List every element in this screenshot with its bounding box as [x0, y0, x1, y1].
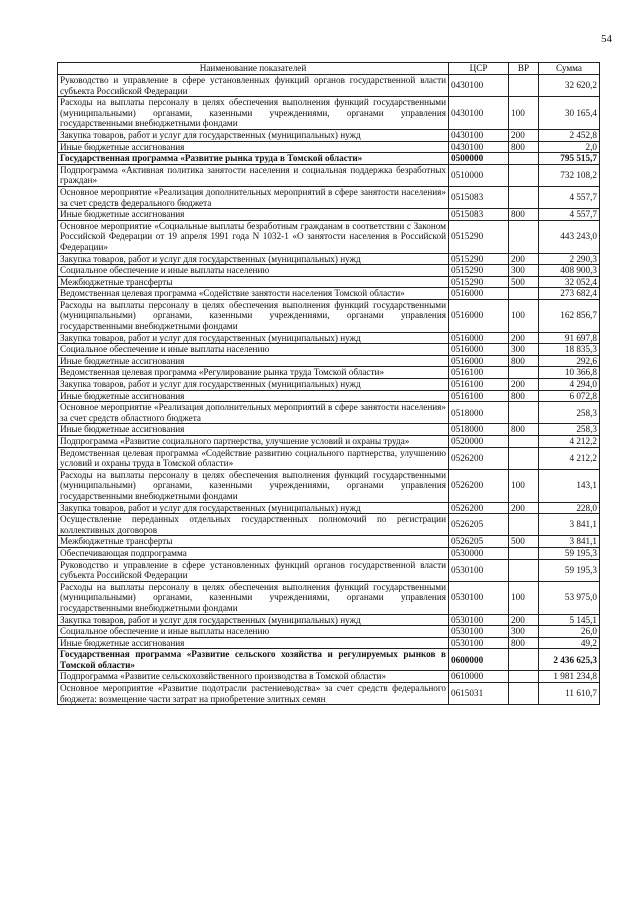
row-name-cell: Расходы на выплаты персоналу в целях обеспечения выполнения функций государственными (муниципальными) органами, казенными учреждениями, органами управления государственными внебюджетными фондами — [58, 469, 449, 502]
row-vr-cell — [509, 186, 539, 208]
table-row — [58, 502, 600, 514]
row-name-cell: Расходы на выплаты персоналу в целях обеспечения выполнения функций государственными (муниципальными) органами, казенными учреждениями, органами управления государственными внебюджетными фондами — [58, 581, 449, 614]
table-row — [58, 402, 600, 424]
row-csr-cell: 0430100 — [449, 97, 509, 130]
table-row — [58, 469, 600, 502]
row-vr-cell — [509, 436, 539, 448]
row-name-cell: Руководство и управление в сфере установленных функций органов государственной власти субъекта Российской Федерации — [58, 75, 449, 97]
row-vr-cell: 800 — [509, 141, 539, 153]
row-name-cell: Закупка товаров, работ и услуг для государственных (муниципальных) нужд — [58, 502, 449, 514]
row-vr-cell: 800 — [509, 355, 539, 367]
row-vr-cell — [509, 153, 539, 165]
row-vr-cell: 300 — [509, 265, 539, 277]
row-vr-cell: 200 — [509, 332, 539, 344]
row-vr-cell — [509, 649, 539, 671]
row-sum-cell: 795 515,7 — [539, 153, 600, 165]
row-name-cell: Иные бюджетные ассигнования — [58, 637, 449, 649]
row-name-cell: Закупка товаров, работ и услуг для государственных (муниципальных) нужд — [58, 253, 449, 265]
row-name-cell: Закупка товаров, работ и услуг для государственных (муниципальных) нужд — [58, 332, 449, 344]
row-vr-cell: 100 — [509, 299, 539, 332]
row-sum-cell: 2 436 625,3 — [539, 649, 600, 671]
row-csr-cell: 0516100 — [449, 379, 509, 391]
table-row — [58, 436, 600, 448]
row-csr-cell: 0500000 — [449, 153, 509, 165]
row-csr-cell: 0516100 — [449, 390, 509, 402]
row-vr-cell: 100 — [509, 581, 539, 614]
row-name-cell: Социальное обеспечение и иные выплаты населению — [58, 265, 449, 277]
row-vr-cell — [509, 402, 539, 424]
row-sum-cell: 10 366,8 — [539, 367, 600, 379]
row-csr-cell: 0530000 — [449, 547, 509, 559]
row-sum-cell: 3 841,1 — [539, 536, 600, 548]
row-csr-cell: 0526205 — [449, 514, 509, 536]
row-vr-cell — [509, 75, 539, 97]
row-name-cell: Государственная программа «Развитие рынка труда в Томской области» — [58, 153, 449, 165]
table-row — [58, 649, 600, 671]
row-sum-cell: 49,2 — [539, 637, 600, 649]
row-vr-cell: 200 — [509, 379, 539, 391]
table-row — [58, 536, 600, 548]
table-row — [58, 581, 600, 614]
table-row — [58, 186, 600, 208]
table-header-row — [58, 63, 600, 75]
row-sum-cell: 3 841,1 — [539, 514, 600, 536]
row-vr-cell: 200 — [509, 129, 539, 141]
row-vr-cell — [509, 164, 539, 186]
row-name-cell: Закупка товаров, работ и услуг для государственных (муниципальных) нужд — [58, 614, 449, 626]
row-name-cell: Межбюджетные трансферты — [58, 276, 449, 288]
row-vr-cell — [509, 514, 539, 536]
table-row — [58, 220, 600, 253]
row-name-cell: Основное мероприятие «Социальные выплаты безработным гражданам в соответствии с Законом Российской Федерации от 19 апреля 1991 года N 1032-1 «О занятости населения в Российской Федерации» — [58, 220, 449, 253]
row-name-cell: Обеспечивающая подпрограмма — [58, 547, 449, 559]
header-name: Наименование показателей — [58, 63, 449, 75]
table-row — [58, 332, 600, 344]
row-vr-cell: 300 — [509, 344, 539, 356]
row-name-cell: Осуществление переданных отдельных государственных полномочий по регистрации коллективных договоров — [58, 514, 449, 536]
row-sum-cell: 292,6 — [539, 355, 600, 367]
table-row — [58, 379, 600, 391]
row-vr-cell — [509, 447, 539, 469]
row-csr-cell: 0610000 — [449, 671, 509, 683]
row-csr-cell: 0515290 — [449, 265, 509, 277]
row-name-cell: Государственная программа «Развитие сельского хозяйства и регулируемых рынков в Томской области» — [58, 649, 449, 671]
row-sum-cell: 11 610,7 — [539, 683, 600, 705]
row-csr-cell: 0516000 — [449, 332, 509, 344]
row-vr-cell: 100 — [509, 97, 539, 130]
table-row — [58, 265, 600, 277]
row-sum-cell: 732 108,2 — [539, 164, 600, 186]
row-sum-cell: 258,3 — [539, 402, 600, 424]
row-csr-cell: 0518000 — [449, 402, 509, 424]
row-vr-cell — [509, 288, 539, 300]
row-name-cell: Основное мероприятие «Реализация дополнительных мероприятий в сфере занятости населения» за счет средств областного бюджета — [58, 402, 449, 424]
row-sum-cell: 5 145,1 — [539, 614, 600, 626]
page-number: 54 — [601, 33, 612, 45]
table-row — [58, 447, 600, 469]
row-sum-cell: 4 212,2 — [539, 447, 600, 469]
table-row — [58, 153, 600, 165]
row-csr-cell: 0515290 — [449, 220, 509, 253]
row-name-cell: Иные бюджетные ассигнования — [58, 209, 449, 221]
table-row — [58, 141, 600, 153]
row-csr-cell: 0530100 — [449, 581, 509, 614]
row-sum-cell: 53 975,0 — [539, 581, 600, 614]
row-sum-cell: 32 620,2 — [539, 75, 600, 97]
header-vr: ВР — [509, 63, 539, 75]
row-sum-cell: 91 697,8 — [539, 332, 600, 344]
table-row — [58, 637, 600, 649]
table-row — [58, 164, 600, 186]
row-name-cell: Иные бюджетные ассигнования — [58, 355, 449, 367]
row-sum-cell: 443 243,0 — [539, 220, 600, 253]
row-sum-cell: 2 452,8 — [539, 129, 600, 141]
row-name-cell: Социальное обеспечение и иные выплаты населению — [58, 626, 449, 638]
row-csr-cell: 0430100 — [449, 75, 509, 97]
row-csr-cell: 0516000 — [449, 344, 509, 356]
row-name-cell: Подпрограмма «Развитие сельскохозяйственного производства в Томской области» — [58, 671, 449, 683]
row-vr-cell: 300 — [509, 626, 539, 638]
row-csr-cell: 0526200 — [449, 502, 509, 514]
row-csr-cell: 0615031 — [449, 683, 509, 705]
table-row — [58, 355, 600, 367]
table-row — [58, 129, 600, 141]
row-name-cell: Иные бюджетные ассигнования — [58, 390, 449, 402]
table-row — [58, 276, 600, 288]
row-csr-cell: 0600000 — [449, 649, 509, 671]
row-vr-cell — [509, 547, 539, 559]
row-name-cell: Основное мероприятие «Реализация дополнительных мероприятий в сфере занятости населения» за счет средств федерального бюджета — [58, 186, 449, 208]
row-name-cell: Межбюджетные трансферты — [58, 536, 449, 548]
row-csr-cell: 0530100 — [449, 559, 509, 581]
row-csr-cell: 0510000 — [449, 164, 509, 186]
row-sum-cell: 273 682,4 — [539, 288, 600, 300]
row-sum-cell: 2,0 — [539, 141, 600, 153]
row-sum-cell: 4 557,7 — [539, 186, 600, 208]
table-row — [58, 614, 600, 626]
row-sum-cell: 59 195,3 — [539, 559, 600, 581]
row-sum-cell: 4 294,0 — [539, 379, 600, 391]
row-name-cell: Подпрограмма «Активная политика занятости населения и социальная поддержка безработных граждан» — [58, 164, 449, 186]
row-csr-cell: 0515083 — [449, 209, 509, 221]
row-sum-cell: 6 072,8 — [539, 390, 600, 402]
row-vr-cell: 800 — [509, 424, 539, 436]
row-vr-cell: 800 — [509, 209, 539, 221]
row-csr-cell: 0430100 — [449, 141, 509, 153]
row-name-cell: Расходы на выплаты персоналу в целях обеспечения выполнения функций государственными (муниципальными) органами, казенными учреждениями, органами управления государственными внебюджетными фондами — [58, 97, 449, 130]
row-name-cell: Ведомственная целевая программа «Регулирование рынка труда Томской области» — [58, 367, 449, 379]
table-row — [58, 75, 600, 97]
table-row — [58, 559, 600, 581]
budget-table — [57, 62, 600, 705]
table-row — [58, 390, 600, 402]
row-sum-cell: 32 052,4 — [539, 276, 600, 288]
row-csr-cell: 0530100 — [449, 614, 509, 626]
row-csr-cell: 0526200 — [449, 447, 509, 469]
table-row — [58, 367, 600, 379]
row-csr-cell: 0516100 — [449, 367, 509, 379]
row-csr-cell: 0516000 — [449, 355, 509, 367]
row-sum-cell: 228,0 — [539, 502, 600, 514]
table-row — [58, 253, 600, 265]
row-vr-cell: 100 — [509, 469, 539, 502]
table-row — [58, 424, 600, 436]
row-vr-cell — [509, 671, 539, 683]
row-name-cell: Руководство и управление в сфере установленных функций органов государственной власти субъекта Российской Федерации — [58, 559, 449, 581]
row-vr-cell: 800 — [509, 637, 539, 649]
row-vr-cell — [509, 683, 539, 705]
row-name-cell: Закупка товаров, работ и услуг для государственных (муниципальных) нужд — [58, 129, 449, 141]
table-row — [58, 514, 600, 536]
row-sum-cell: 30 165,4 — [539, 97, 600, 130]
row-csr-cell: 0515290 — [449, 253, 509, 265]
row-sum-cell: 408 900,3 — [539, 265, 600, 277]
row-name-cell: Иные бюджетные ассигнования — [58, 141, 449, 153]
row-csr-cell: 0530100 — [449, 637, 509, 649]
row-sum-cell: 18 835,3 — [539, 344, 600, 356]
row-sum-cell: 162 856,7 — [539, 299, 600, 332]
row-vr-cell: 200 — [509, 502, 539, 514]
row-sum-cell: 26,0 — [539, 626, 600, 638]
row-csr-cell: 0515083 — [449, 186, 509, 208]
row-csr-cell: 0430100 — [449, 129, 509, 141]
row-csr-cell: 0518000 — [449, 424, 509, 436]
row-vr-cell: 500 — [509, 536, 539, 548]
row-sum-cell: 1 981 234,8 — [539, 671, 600, 683]
row-name-cell: Социальное обеспечение и иные выплаты населению — [58, 344, 449, 356]
table-row — [58, 288, 600, 300]
row-vr-cell — [509, 367, 539, 379]
row-vr-cell — [509, 220, 539, 253]
table-row — [58, 683, 600, 705]
row-name-cell: Закупка товаров, работ и услуг для государственных (муниципальных) нужд — [58, 379, 449, 391]
row-csr-cell: 0516000 — [449, 288, 509, 300]
row-name-cell: Расходы на выплаты персоналу в целях обеспечения выполнения функций государственными (муниципальными) органами, казенными учреждениями, органами управления государственными внебюджетными фондами — [58, 299, 449, 332]
row-name-cell: Основное мероприятие «Развитие подотрасли растениеводства» за счет средств федерального бюджета: возмещение части затрат на приобретение элитных семян — [58, 683, 449, 705]
table-row — [58, 209, 600, 221]
header-sum: Сумма — [539, 63, 600, 75]
row-vr-cell: 200 — [509, 253, 539, 265]
row-sum-cell: 4 212,2 — [539, 436, 600, 448]
row-vr-cell — [509, 559, 539, 581]
row-csr-cell: 0526205 — [449, 536, 509, 548]
table-row — [58, 547, 600, 559]
row-name-cell: Иные бюджетные ассигнования — [58, 424, 449, 436]
row-sum-cell: 2 290,3 — [539, 253, 600, 265]
table-row — [58, 626, 600, 638]
row-csr-cell: 0515290 — [449, 276, 509, 288]
row-sum-cell: 59 195,3 — [539, 547, 600, 559]
table-row — [58, 97, 600, 130]
table-row — [58, 299, 600, 332]
row-sum-cell: 4 557,7 — [539, 209, 600, 221]
header-csr: ЦСР — [449, 63, 509, 75]
row-name-cell: Ведомственная целевая программа «Содействие развитию социального партнерства, улучшению условий и охраны труда в Томской области» — [58, 447, 449, 469]
row-csr-cell: 0520000 — [449, 436, 509, 448]
row-vr-cell: 200 — [509, 614, 539, 626]
row-name-cell: Подпрограмма «Развитие социального партнерства, улучшение условий и охраны труда» — [58, 436, 449, 448]
row-csr-cell: 0530100 — [449, 626, 509, 638]
table-row — [58, 671, 600, 683]
row-sum-cell: 258,3 — [539, 424, 600, 436]
row-csr-cell: 0516000 — [449, 299, 509, 332]
row-vr-cell: 500 — [509, 276, 539, 288]
row-csr-cell: 0526200 — [449, 469, 509, 502]
table-body — [58, 75, 600, 705]
table-row — [58, 344, 600, 356]
row-sum-cell: 143,1 — [539, 469, 600, 502]
row-vr-cell: 800 — [509, 390, 539, 402]
row-name-cell: Ведомственная целевая программа «Содействие занятости населения Томской области» — [58, 288, 449, 300]
